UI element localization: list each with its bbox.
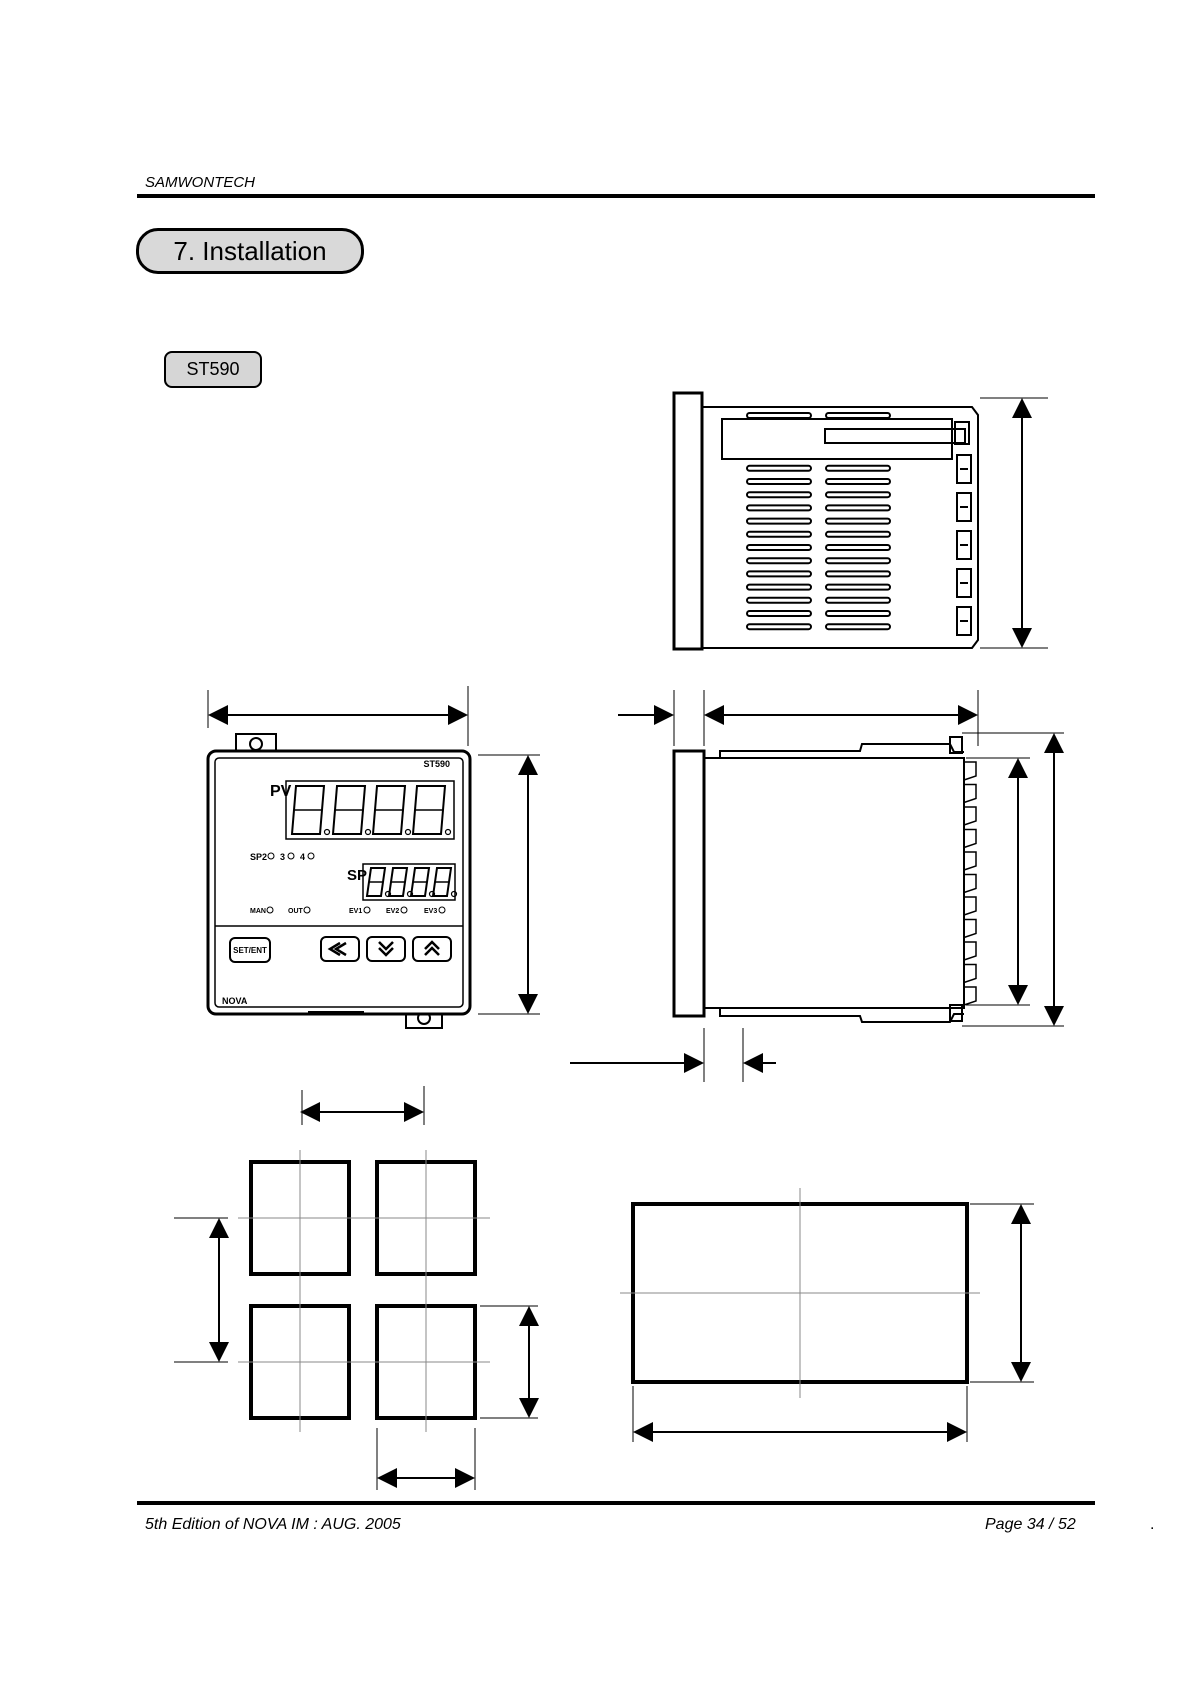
edition-text: 5th Edition of NOVA IM : AUG. 2005 [145, 1516, 401, 1533]
trailing-mark: . [1150, 1516, 1155, 1533]
vent-slot [826, 492, 890, 497]
front-view-drawing [208, 686, 540, 1028]
vent-slot [747, 505, 811, 510]
vent-slot [826, 571, 890, 576]
vent-slot [826, 519, 890, 524]
section-title: 7. Installation [136, 228, 364, 274]
vent-slot [747, 479, 811, 484]
vent-slot [826, 611, 890, 616]
vent-slot [747, 492, 811, 497]
vent-slot [747, 466, 811, 471]
vent-slot [826, 545, 890, 550]
vent-slot [826, 624, 890, 629]
company-name: SAMWONTECH [145, 174, 255, 191]
vent-slot [747, 585, 811, 590]
set-ent-key-label: SET/ENT [233, 946, 267, 955]
vent-slot [747, 558, 811, 563]
terminal-tooth [964, 897, 976, 915]
vent-slot [747, 532, 811, 537]
vent-slot [747, 519, 811, 524]
side-view-drawing [570, 690, 1064, 1082]
terminal-tooth [964, 987, 976, 1005]
out-lamp-label: OUT [288, 908, 303, 915]
single-cutout-drawing [620, 1188, 1034, 1442]
vent-slot [747, 611, 811, 616]
vent-slot [747, 598, 811, 603]
terminal-tooth [964, 965, 976, 983]
vent-slot [826, 505, 890, 510]
ev1-lamp-label: EV1 [349, 908, 363, 915]
vent-slot [826, 532, 890, 537]
terminal-tooth [964, 920, 976, 938]
vent-slot [747, 413, 811, 418]
vent-slot [747, 545, 811, 550]
terminal-tooth [964, 875, 976, 893]
multi-cutout-drawing [174, 1086, 538, 1490]
terminal-tooth [964, 762, 976, 780]
pv-label: PV [270, 783, 292, 800]
ev2-lamp-label: EV2 [386, 908, 400, 915]
vent-slot [747, 571, 811, 576]
page-number: Page 34 / 52 [985, 1516, 1076, 1533]
terminal-blocks [957, 455, 971, 635]
top-view-drawing [674, 393, 1048, 649]
vent-slot [826, 598, 890, 603]
vent-slot [747, 624, 811, 629]
front-model-text: ST590 [423, 759, 450, 769]
vent-slot [826, 466, 890, 471]
terminal-tooth [964, 785, 976, 803]
vent-slot [826, 413, 890, 418]
sp-label: SP [347, 867, 368, 884]
vent-slot [826, 479, 890, 484]
terminal-tooth [964, 852, 976, 870]
footer-rule [137, 1501, 1095, 1505]
vent-slots [747, 413, 890, 629]
terminal-tooth [964, 942, 976, 960]
terminal-tooth [964, 830, 976, 848]
vent-slot [826, 585, 890, 590]
vent-slot [826, 558, 890, 563]
ev3-lamp-label: EV3 [424, 908, 438, 915]
ind4-label: 4 [300, 852, 306, 862]
terminal-tooth [964, 807, 976, 825]
brand-label: NOVA [222, 996, 248, 1006]
left-key [321, 937, 359, 961]
ind3-label: 3 [280, 852, 286, 862]
model-badge: ST590 [164, 351, 262, 388]
man-lamp-label: MAN [250, 908, 266, 915]
sp2-indicator-label: SP2 [250, 852, 268, 862]
